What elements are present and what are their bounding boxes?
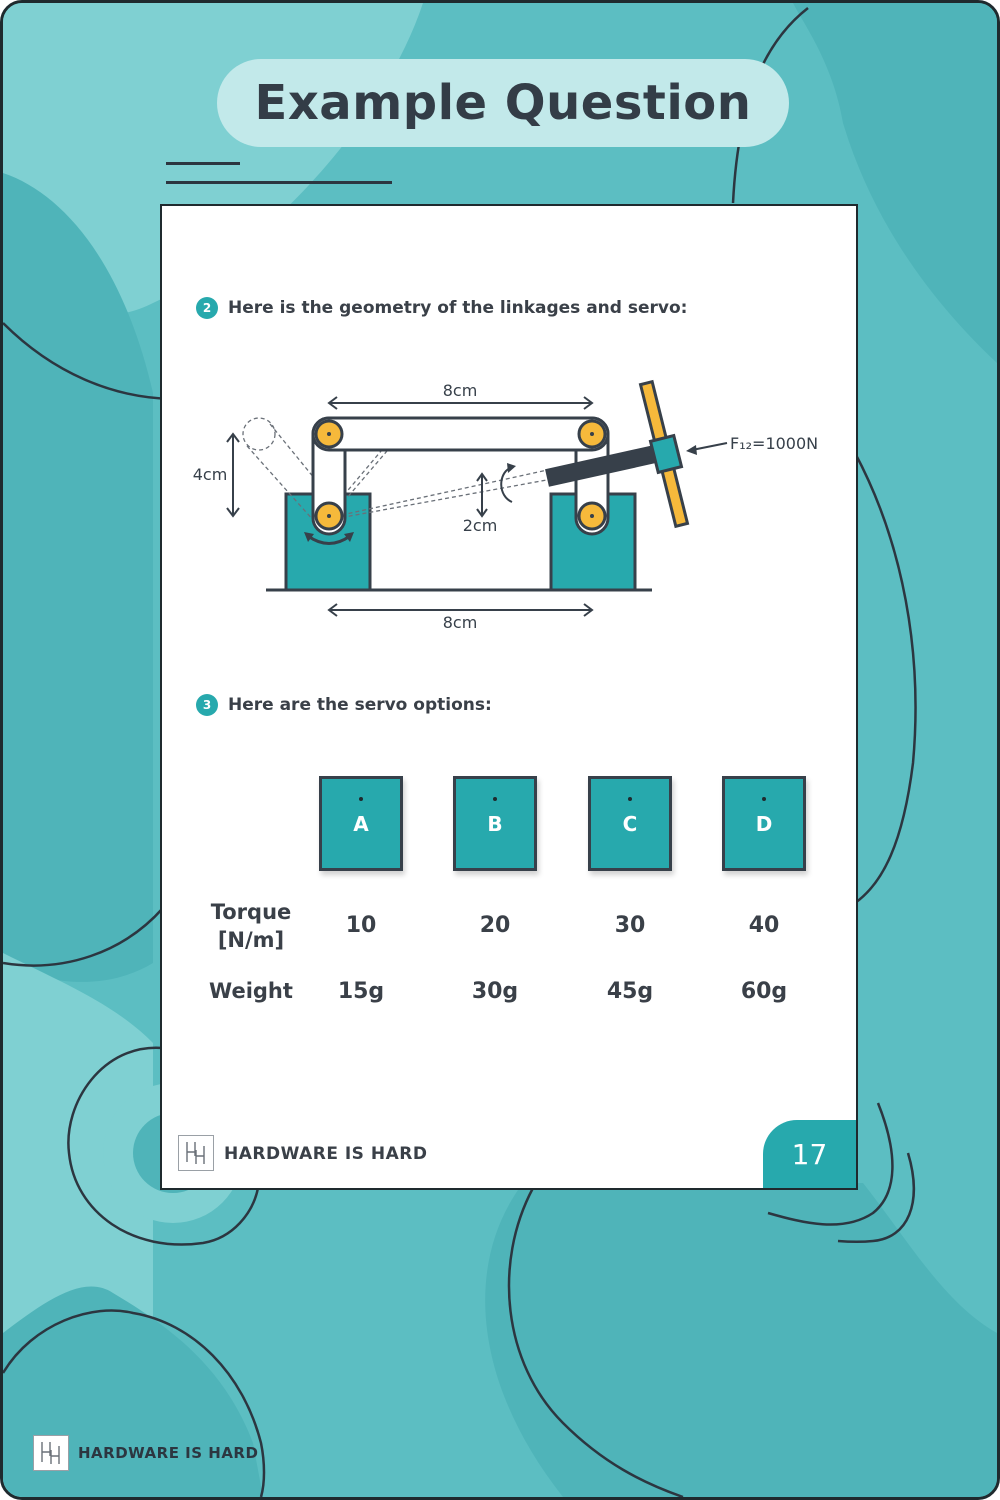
weight-value-d: 60g [740,979,788,1004]
weight-value-b: 30g [471,979,519,1004]
servo-option-d [722,776,806,871]
bottom-brand-logo-icon [33,1435,69,1471]
page-number: 17 [763,1120,856,1188]
servo-letter: D [755,811,773,836]
moment-arrow [501,468,512,502]
torque-value-a: 10 [345,913,377,938]
section-number-badge: 3 [196,694,218,716]
decorative-line-long [166,181,392,184]
force-label: F₁₂=1000N [730,434,819,453]
section-number-badge: 2 [196,297,218,319]
servo-shaft-dot [493,797,497,801]
servo-option-b [453,776,537,871]
section-2-text: Here is the geometry of the linkages and servo: [228,298,688,318]
bottom-length-label: 8cm [442,613,478,632]
section-3-text: Here are the servo options: [228,695,492,715]
servo-letter: B [487,811,503,836]
lever-arm [547,452,664,478]
section-3-heading [196,694,492,716]
linkage-diagram [162,356,856,656]
top-length-label: 8cm [442,381,478,400]
offset-label: 2cm [462,516,498,535]
bottom-brand-text: HARDWARE IS HARD [78,1444,259,1462]
servo-shaft-dot [762,797,766,801]
section-2-heading [196,297,687,319]
height-label: 4cm [192,465,228,484]
servo-option-a [319,776,403,871]
force-arrow [692,443,727,450]
document-page [160,204,858,1190]
torque-row-label: Torque [N/m] [210,900,292,952]
weight-value-a: 15g [337,979,385,1004]
torque-value-b: 20 [479,913,511,938]
weight-row-label: Weight [209,979,293,1003]
weight-value-c: 45g [606,979,654,1004]
servo-letter: C [622,811,638,836]
servo-letter: A [353,811,369,836]
servo-shaft-dot [359,797,363,801]
brand-logo-icon [178,1135,214,1171]
torque-value-d: 40 [748,913,780,938]
decorative-line-short [166,162,240,165]
top-horizontal-link [313,418,608,450]
propeller-hub [650,436,681,473]
servo-shaft-dot [628,797,632,801]
page-title: Example Question [217,59,789,147]
servo-option-c [588,776,672,871]
footer-brand: HARDWARE IS HARD [224,1144,428,1164]
torque-value-c: 30 [614,913,646,938]
